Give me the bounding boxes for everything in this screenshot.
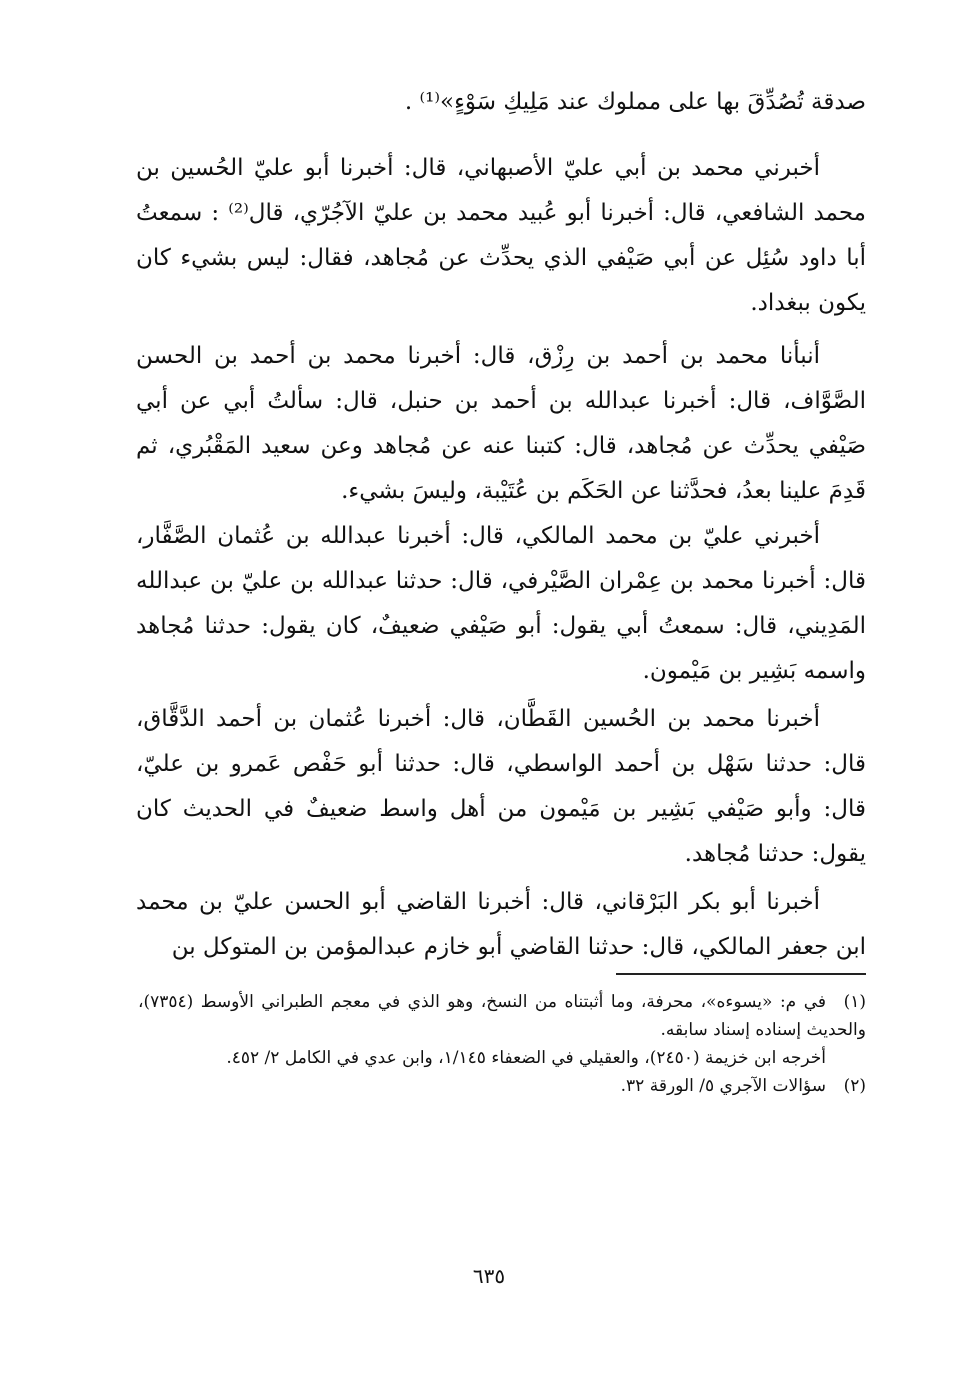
footnote-text: سؤالات الآجري ٥/ الورقة ٣٢. [620, 1076, 826, 1096]
paragraph: أخبرنا أبو بكر البَرْقاني، قال: أخبرنا القاضي أبو الحسن عليّ بن محمد ابن جعفر المالكي، قال: حدثنا القاضي أبو خازم عبدالمؤمن بن المتوكل بن [136, 889, 866, 960]
paragraph-block [136, 514, 866, 694]
paragraph: أخبرنا محمد بن الحُسين القَطَّان، قال: أخبرنا عُثمان بن أحمد الدَّقَّاق، قال: حدثنا سَهْل بن أحمد الواسطي، قال: حدثنا أبو حَفْص عَمرو بن عليّ، قال: وأبو صَيْفي بَشِير بن مَيْمون من أهل واسط ضعيفٌ في الحديث كان يقول: حدثنا مُجاهد. [136, 706, 866, 867]
footnote-1-continuation [138, 1044, 866, 1072]
footnote-text: أخرجه ابن خزيمة (٢٤٥٠)، والعقيلي في الضعفاء ١/١٤٥، وابن عدي في الكامل ٢/ ٤٥٢. [226, 1048, 826, 1068]
paragraph-block [136, 697, 866, 877]
footnotes [138, 988, 866, 1100]
footnote-1 [138, 988, 866, 1044]
page-number: ٦٣٥ [472, 1264, 506, 1288]
footnote-2 [138, 1072, 866, 1100]
paragraph: أنبأنا محمد بن أحمد بن رِزْق، قال: أخبرنا محمد بن أحمد بن الحسن الصَّوَّاف، قال: أخبرنا عبدالله بن أحمد بن حنبل، قال: سألتُ أبي عن أبي صَيْفي يحدِّث عن مُجاهد، قال: كتبنا عنه عن مُجاهد وعن سعيد المَقْبُري، ثم قَدِمَ علينا بعدُ، فحدَّثنا عن الحَكَم بن عُتَيْبة، وليسَ بشيء. [136, 343, 866, 504]
paragraph-block [136, 880, 866, 970]
paragraph-block [136, 146, 866, 326]
paragraph: صدقة تُصُدِّقَ بها على مملوك عند مَلِيكِ سَوْءٍ»⁽¹⁾ . [404, 89, 866, 115]
footnote-separator [616, 973, 866, 975]
footnote-number: (٢) [843, 1076, 866, 1096]
continued-text-line [136, 80, 866, 125]
footnote-number: (١) [843, 992, 866, 1012]
footnote-text: في م: «يسوءه»، محرفة، وما أثبتناه من النسخ، وهو الذي في معجم الطبراني الأوسط (٧٣٥٤)، والحديث إسناده إسناد سابقه. [138, 992, 866, 1040]
paragraph-block [136, 334, 866, 514]
paragraph: أخبرني عليّ بن محمد المالكي، قال: أخبرنا عبدالله بن عُثمان الصَّفَّار، قال: أخبرنا محمد بن عِمْران الصَّيْرفي، قال: حدثنا عبدالله بن عليّ بن عبدالله المَدِيني، قال: سمعتُ أبي يقول: أبو صَيْفي ضعيفٌ، كان يقول: حدثنا مُجاهد واسمه بَشِير بن مَيْمون. [136, 523, 866, 684]
paragraph: أخبرني محمد بن أبي عليّ الأصبهاني، قال: أخبرنا أبو عليّ الحُسين بن محمد الشافعي، قال: أخبرنا أبو عُبيد محمد بن عليّ الآجُرّي، قال⁽²⁾ : سمعتُ أبا داود سُئِل عن أبي صَيْفي الذي يحدِّث عن مُجاهد، فقال: ليس بشيء كان يكون ببغداد. [136, 155, 866, 316]
